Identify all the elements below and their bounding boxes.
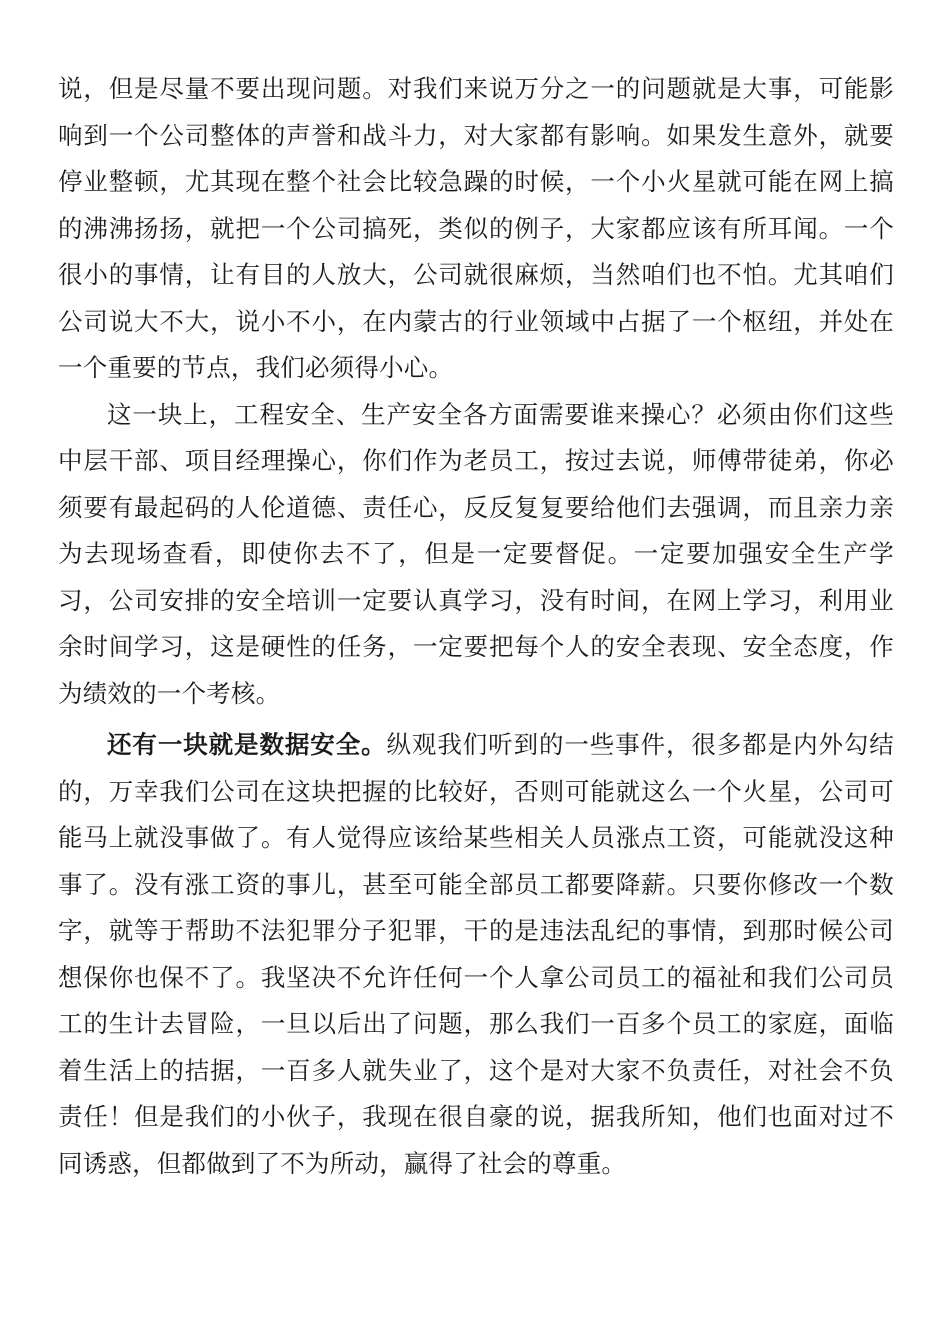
paragraph-data-security [58, 722, 894, 1187]
document-page [58, 66, 894, 1187]
paragraph-body-data-security: 纵观我们听到的一些事件，很多都是内外勾结的，万幸我们公司在这块把握的比较好，否则可能就这么一个火星，公司可能马上就没事做了。有人觉得应该给某些相关人员涨点工资，可能就没这种事了。没有涨工资的事儿，甚至可能全部员工都要降薪。只要你修改一个数字，就等于帮助不法犯罪分子犯罪，干的是违法乱纪的事情，到那时候公司想保你也保不了。我坚决不允许任何一个人拿公司员工的福祉和我们公司员工的生计去冒险，一旦以后出了问题，那么我们一百多个员工的家庭，面临着生活上的拮据，一百多人就失业了，这个是对大家不负责任，对社会不负责任！但是我们的小伙子，我现在很自豪的说，据我所知，他们也面对过不同诱惑，但都做到了不为所动，赢得了社会的尊重。 [58, 730, 895, 1178]
paragraph-safety-responsibility: 这一块上，工程安全、生产安全各方面需要谁来操心？必须由你们这些中层干部、项目经理操心，你们作为老员工，按过去说，师傅带徒弟，你必须要有最起码的人伦道德、责任心，反反复复要给他们去强调，而且亲力亲为去现场查看，即使你去不了，但是一定要督促。一定要加强安全生产学习，公司安排的安全培训一定要认真学习，没有时间，在网上学习，利用业余时间学习，这是硬性的任务，一定要把每个人的安全表现、安全态度，作为绩效的一个考核。 [58, 399, 894, 708]
paragraph-continuation: 说，但是尽量不要出现问题。对我们来说万分之一的问题就是大事，可能影响到一个公司整体的声誉和战斗力，对大家都有影响。如果发生意外，就要停业整顿，尤其现在整个社会比较急躁的时候，一个小火星就可能在网上搞的沸沸扬扬，就把一个公司搞死，类似的例子，大家都应该有所耳闻。一个很小的事情，让有目的人放大，公司就很麻烦，当然咱们也不怕。尤其咱们公司说大不大，说小不小，在内蒙古的行业领域中占据了一个枢纽，并处在一个重要的节点，我们必须得小心。 [58, 74, 894, 382]
paragraph-heading-data-security: 还有一块就是数据安全。 [107, 730, 387, 759]
